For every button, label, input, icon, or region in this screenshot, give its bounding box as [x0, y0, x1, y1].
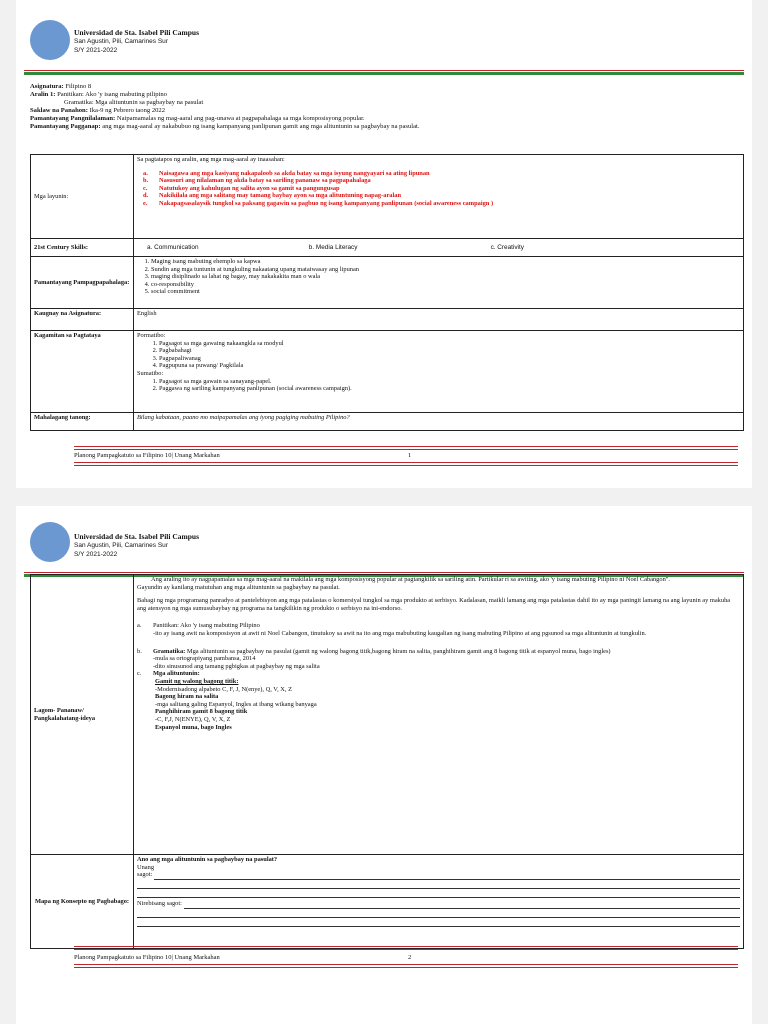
item-c-title: Mga alituntunin:: [153, 670, 200, 678]
item-b-line-3: -dito sinusunod ang tamang pgbigkas at pagbaybay ng mga salita: [153, 662, 320, 670]
school-year: S/Y 2021-2022: [74, 551, 118, 558]
footer-text: Planong Pampagkatuto sa Filipino 10| Unang Markahan: [74, 954, 220, 961]
page-2: [16, 506, 752, 1024]
subject-label: Asignatura:: [30, 83, 64, 90]
item-a-title: Panitikan: Ako 'y isang mabuting Pilipino: [153, 622, 260, 630]
answer-label: sagot:: [137, 871, 153, 879]
initial-answer-line-2[interactable]: [137, 880, 740, 889]
formative-item: 1. Pagsagot sa mga gawaing nakaangkla sa modyul: [159, 340, 740, 348]
header-divider-red: [24, 70, 744, 71]
skill-communication: a. Communication: [147, 243, 199, 251]
value-item: 2. Sundin ang mga tuntunin at tungkuling nakaatang upang mataiwasay ang lipunan: [151, 266, 740, 274]
lesson-grammar: Gramatika: Mga alituntunin sa pagbaybay na pasulat: [64, 99, 204, 106]
formative-item: 2. Pagbabahagi: [159, 347, 740, 355]
item-a: a. Panitikan: Ako 'y isang mabuting Pilipino: [137, 622, 260, 630]
page-1: [16, 0, 752, 488]
revised-answer-line-2[interactable]: [137, 909, 740, 918]
values-list: [137, 258, 740, 296]
value-item: 5. social commitment: [151, 288, 740, 296]
assessment-cell: [134, 331, 744, 413]
objectives-label: Mga layunin:: [31, 155, 134, 239]
time-label: Saklaw na Panahon:: [30, 107, 88, 114]
footer-rules: [74, 446, 738, 452]
footer-text: Planong Pampagkatuto sa Filipino 10| Unang Markahan: [74, 452, 220, 459]
formative-item: 4. Pagpupuna sa puwang/ Pagkilala: [159, 362, 740, 370]
footer-rules-bottom: [74, 964, 738, 970]
objective-item: b. Nasusuri ang nilalaman ng akda batay sa sariling pananaw sa pagpapahalaga: [143, 177, 371, 185]
formative-list: [137, 340, 740, 370]
values-label: Pamantayang Pampagpapahalaga:: [31, 257, 134, 309]
lesson-label: Aralin 1:: [30, 91, 56, 98]
lesson-literature: Panitikan: Ako 'y isang mabuting pilipino: [57, 91, 167, 98]
summative-item: 2. Paggawa ng sariling kampanyang panlipunan (social awareness campaign).: [159, 385, 740, 393]
concept-map-label: Mapa ng Konsepto ng Pagbabago:: [31, 855, 134, 949]
performance-standard: ang mga mag-aaral ay nakabubuo ng isang kampanyang panlipunan gamit ang mga alituntunin sa pagbaybay na pasulat.: [102, 123, 420, 130]
lens-cell: [134, 575, 744, 855]
header-divider-green: [24, 72, 744, 75]
skills-label: 21st Century Skills:: [31, 239, 134, 257]
objective-item: c. Natutukoy ang kahulugan ng salita ayon sa gamit sa pangungusap: [143, 184, 340, 192]
item-a-text: -ito ay isang awit na komposisyon at awit ni Noel Cabangon, tinutukoy sa awit na ito ang mga mabubuting kaugalian ng isang mabuting Pilipino at ang pgsunod sa mga alituntunin at tungkulin.: [153, 629, 647, 637]
page-number: 1: [408, 452, 412, 459]
objectives-intro: Sa pagtatapos ng aralin, ang mga mag-aaral ay inaasahan:: [137, 156, 285, 163]
skills-cell: [134, 239, 744, 257]
item-b-text: Mga alituntunin sa pagbaybay na pasulat (gamit ng walong bagong titik,bagong hiram na salita, panghihiram gamit ang 8 bagong titik at espanyol muna, bago ingles): [186, 647, 611, 655]
formative-item: 3. Pagpapaliwanag: [159, 355, 740, 363]
initial-label: Unang: [137, 863, 155, 871]
lesson-meta: [30, 83, 740, 131]
school-header: [74, 532, 199, 559]
revised-answer-line-3[interactable]: [137, 918, 740, 927]
essential-question: Bilang kabataan, paano mo maipapamalas ang iyong pagiging mabuting Pilipino?: [134, 413, 744, 431]
integration-label: Kaugnay na Asignatura:: [31, 309, 134, 331]
lens-intro-2: Gayundin ay kanilang matutuhan ang mga alituntunin sa pagbaybay na pasulat.: [137, 583, 340, 591]
school-address: San Agustin, Pili, Camarines Sur: [74, 542, 168, 549]
summative-label: Sumatibo:: [137, 369, 164, 377]
assessment-label: Kagamitan sa Pagtataya: [31, 331, 134, 413]
lens-intro-3: Bahagi ng mga programang panradyo at pantelebisyon ang mga patalastas o komersiyal tungkol sa mga produkto at serbisyo. Kadalasan, maikli lamang ang mga patalastas dahil ito ay mga paningit lamang na ang layunin ay makuha ang atensyon ng mga sumusubaybay ng programa na tangkilikin ng produkto o serbisyo na ini-endorso.: [137, 597, 731, 612]
value-item: 4. co-responsibility: [151, 281, 740, 289]
school-logo: [30, 522, 70, 562]
objective-item: d. Nakikilala ang mga salitang may tamang baybay ayon sa mga alituntuning napag-aralan: [143, 192, 402, 200]
integration-value: English: [134, 309, 744, 331]
school-address: San Agustin, Pili, Camarines Sur: [74, 38, 168, 45]
footer-rules: [74, 946, 738, 952]
footer-rules-bottom: [74, 462, 738, 468]
lesson-table-1: [30, 154, 744, 431]
item-b-title: Gramatika:: [153, 647, 186, 655]
header-divider-red: [24, 572, 744, 573]
content-standard: Naipamamalas ng mag-aaral ang pag-unawa at pagpapahalaga sa mga komposisyong popular.: [116, 115, 365, 122]
item-b: b. Gramatika: Mga alituntunin sa pagbaybay na pasulat (gamit ng walong bagong titik,bagong hiram na salita, panghihiram gamit ang 8 bagong titik at espanyol muna, bago ingles): [137, 647, 611, 655]
subject: Filipino 8: [65, 83, 92, 90]
revised-answer-line[interactable]: [184, 900, 740, 909]
skill-media-literacy: b. Media Literacy: [308, 243, 358, 251]
performance-standard-label: Pamantayang Pagganap:: [30, 123, 101, 130]
value-item: 3. maging disiplinado sa lahat ng bagay, may nakakakita man o wala: [151, 273, 740, 281]
objective-item: a. Naisagawa ang mga kasiyang nakapaloob sa akda batay sa mga isyung nangyayari sa ating lipunan: [143, 169, 430, 177]
objectives-cell: [134, 155, 744, 239]
values-cell: [134, 257, 744, 309]
school-name: Universidad de Sta. Isabel Pili Campus: [74, 28, 200, 37]
concept-map-cell: [134, 855, 744, 949]
summative-item: 1. Pagsagot sa mga gawain sa sanayang-papel.: [159, 378, 740, 386]
page-number: 2: [408, 954, 412, 961]
school-name: Universidad de Sta. Isabel Pili Campus: [74, 532, 200, 541]
objectives-list: [137, 170, 740, 208]
content-standard-label: Pamantayang Pangnilalaman:: [30, 115, 116, 122]
school-year: S/Y 2021-2022: [74, 47, 118, 54]
initial-answer-line[interactable]: [154, 871, 740, 880]
lens-label: Lagom- Pananaw/ Pangkalahatang-ideya: [31, 575, 134, 855]
revised-label: Nirebisang sagot:: [137, 900, 182, 908]
item-c-details: Gamit ng walong bagong titik: -Modernisadong alpabeto C, F, J, N(enye), Q, V, X, Z Bagong hiram na salita -mga salitang galing Espanyol, Ingles at ibang wikang banyaga Panghihiram gamit 8 bagong titik -C, F,J, N(ENYE), Q, V, X, Z Espanyol muna, bago Ingles: [155, 677, 317, 731]
objective-item: e. Nakapagsasalaysik tungkol sa paksang gagawin sa pagbuo ng isang kampanyang panlipunan (social awareness campaign ): [143, 199, 494, 207]
item-b-line-2: -mula sa ortograpiyang pambansa, 2014: [153, 655, 256, 663]
lesson-table-2: [30, 574, 744, 949]
value-item: 1. Maging isang mabuting ehemplo sa kapwa: [151, 258, 740, 266]
skill-creativity: c. Creativity: [490, 243, 524, 251]
lens-intro: Ang araling ito ay nagpapamalas sa mga mag-aaral na makilala ang mga komposisyong popular at pagtangkilik sa sariling atin. Partikular ri sa awiting, ako 'y isang mabuting Pilipino ni Noel Cabangon".: [151, 576, 670, 583]
concept-map-question: Ano ang mga alituntunin sa pagbaybay na pasulat?: [137, 856, 278, 863]
item-c: c. Mga alituntunin:: [137, 670, 200, 678]
essential-question-label: Mahalagang tanong:: [31, 413, 134, 431]
summative-list: [137, 378, 740, 393]
school-logo: [30, 20, 70, 60]
initial-answer-line-3[interactable]: [137, 889, 740, 898]
time-value: Ika-9 ng Pebrero taong 2022: [89, 107, 166, 114]
formative-label: Pormatibo:: [137, 332, 166, 339]
school-header: [74, 28, 199, 55]
